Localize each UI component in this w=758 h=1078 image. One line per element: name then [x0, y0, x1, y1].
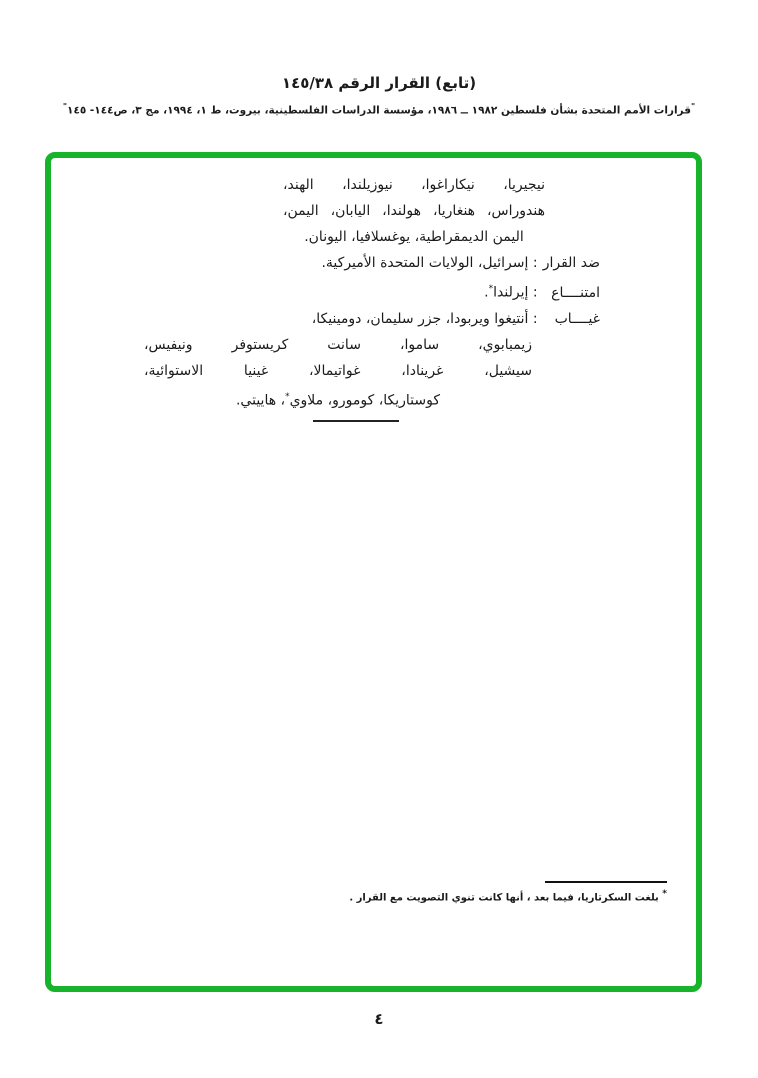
abstain-value: إيرلندا — [493, 284, 529, 301]
page-title: (تابع) القرار الرقم ١٤٥/٣٨ — [281, 74, 477, 92]
source-citation — [0, 102, 758, 117]
absent-separator: : — [528, 310, 542, 327]
page-number: ٤ — [374, 1010, 384, 1028]
absent-last-line-start: كوستاريكا، كومورو، ملاوي — [289, 392, 441, 409]
against-separator: : — [528, 255, 542, 271]
citation-open-quote: " — [690, 102, 696, 111]
absent-continuation-line: زيمبابوي، ساموا، سانت كريستوفر ونيفيس، — [144, 336, 532, 353]
resolution-vote-box — [45, 152, 702, 992]
footnote-marker-asterisk: * — [285, 391, 290, 402]
absent-last-line-end: ، هاييتي. — [235, 392, 286, 409]
absent-continuation-line: سيشيل، غرينادا، غواتيمالا، غينيا الاستوائية، — [144, 362, 532, 379]
footnote-block — [349, 881, 667, 903]
footnote-text-content: بلغت السكرتاريا، فيما بعد ، أنها كانت تنوي التصويت مع القرار . — [349, 892, 663, 904]
citation-close-quote: " — [62, 102, 68, 111]
footnote-marker-asterisk: * — [662, 889, 667, 899]
in-favor-continuation-line: نيجيريا، نيكاراغوا، نيوزيلندا، الهند، — [283, 177, 545, 193]
against-value: إسرائيل، الولايات المتحدة الأميركية. — [321, 255, 529, 271]
absent-first-line: أنتيغوا ويربودا، جزر سليمان، دومينيكا، — [311, 310, 529, 327]
absent-label: غيــــاب — [554, 310, 600, 327]
against-row — [111, 250, 600, 276]
abstain-value-period: . — [484, 284, 489, 301]
citation-text: قرارات الأمم المتحدة بشأن فلسطين ١٩٨٢ ــ ١٩٨٦، مؤسسة الدراسات الفلسطينية، بيروت، ط ١، ١٩٩٤، مج ٣، ص١٤٤- ١٤٥ — [67, 104, 691, 117]
abstain-row — [111, 276, 600, 306]
in-favor-continuation-line: هندوراس، هنغاريا، هولندا، اليابان، اليمن، — [283, 203, 545, 219]
footnote-separator-rule — [545, 881, 667, 883]
footnote-marker-asterisk: * — [488, 284, 494, 294]
vote-record — [51, 158, 696, 422]
abstain-label: امتنــــاع — [551, 284, 600, 301]
against-label: ضد القرار — [542, 255, 600, 271]
footnote-text — [349, 889, 667, 903]
abstain-separator: : — [528, 284, 542, 301]
closing-rule — [313, 420, 399, 422]
in-favor-continuation-last-line: اليمن الديمقراطية، يوغسلافيا، اليونان. — [304, 229, 524, 245]
absent-row — [111, 306, 600, 332]
absent-last-line — [144, 384, 532, 414]
